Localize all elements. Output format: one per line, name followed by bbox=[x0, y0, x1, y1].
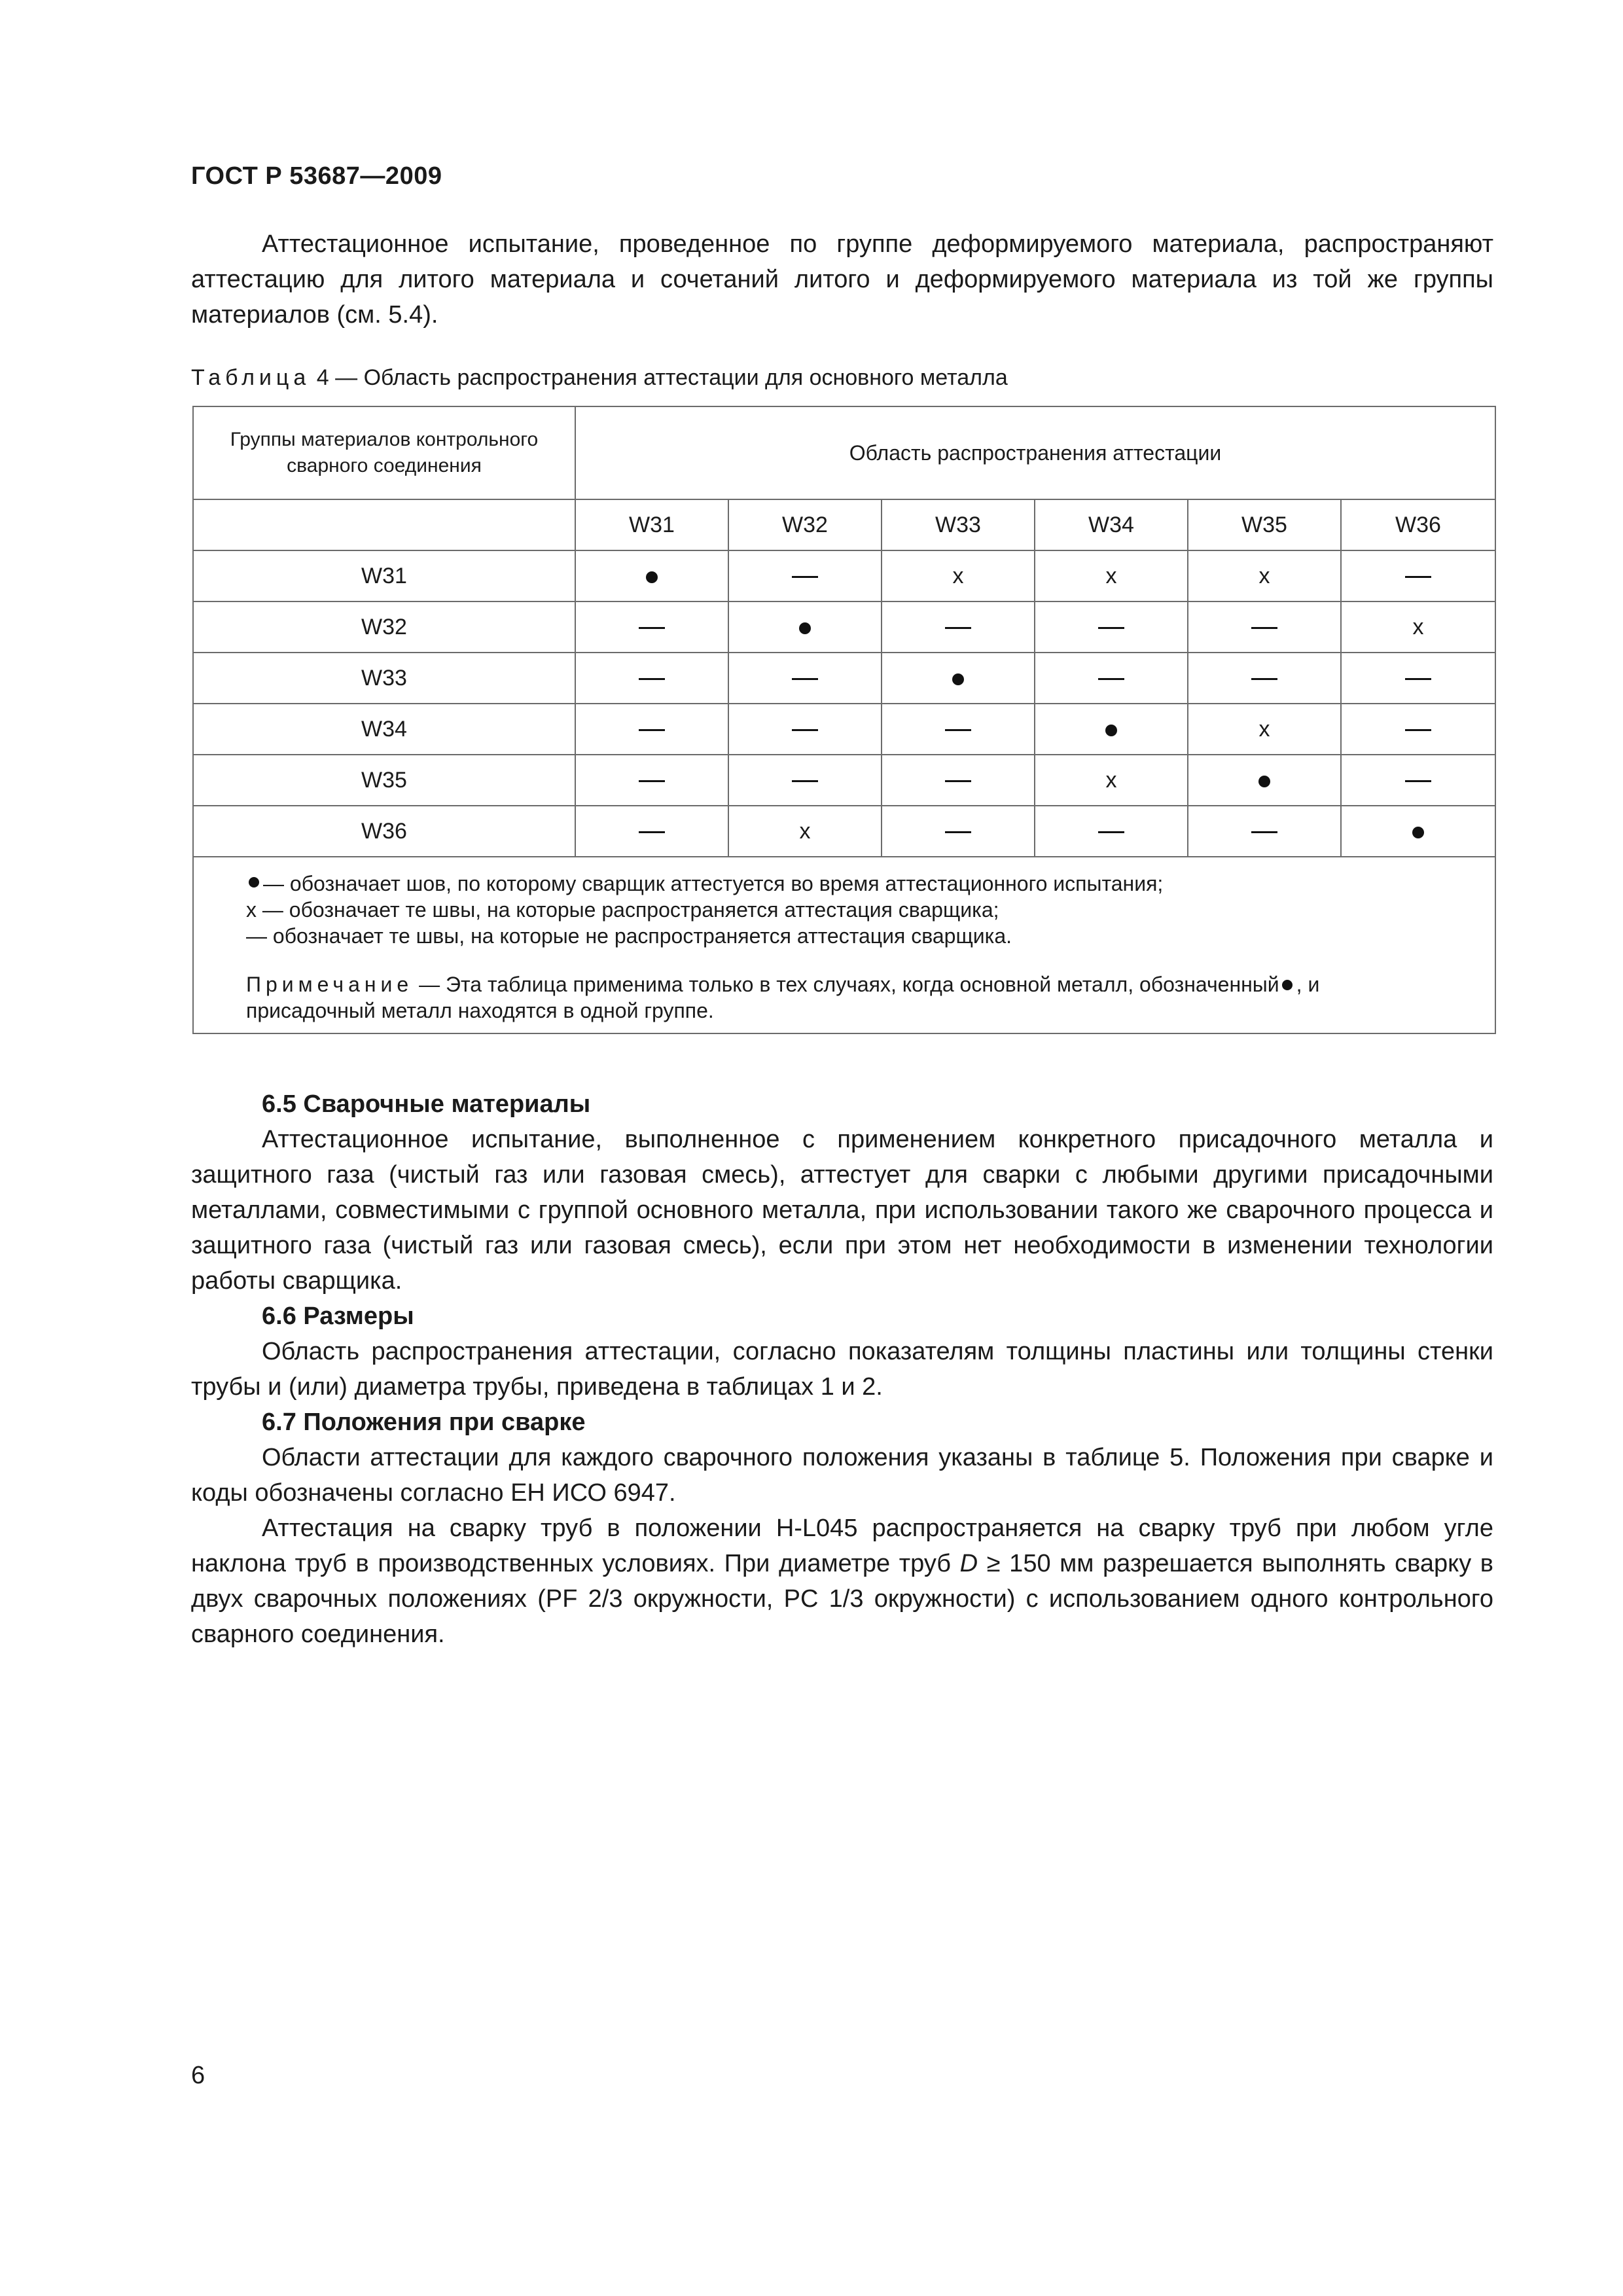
table-cell bbox=[1035, 704, 1188, 755]
dot-marker-icon bbox=[1412, 827, 1424, 838]
table-cell bbox=[575, 755, 728, 806]
dash-marker-icon bbox=[639, 831, 665, 833]
table-cell bbox=[575, 550, 728, 601]
dash-marker-icon bbox=[945, 627, 971, 629]
table-cell bbox=[1188, 601, 1341, 653]
section-6-7-text-2-end: ≥ 150 мм разрешается выполнять сварку в двух сварочных положениях (PF 2/3 окружности, PC 1/3 окружности) с использованием одного контрольного сварного соединения. bbox=[191, 1550, 1493, 1648]
section-6-5 bbox=[191, 1086, 1493, 1299]
table-cell bbox=[882, 653, 1035, 704]
table-row bbox=[193, 755, 1495, 806]
section-6-7-text-2 bbox=[191, 1511, 1493, 1652]
dash-marker-icon bbox=[1098, 627, 1124, 629]
table-caption-text: 4 — Область распространения аттестации для основного металла bbox=[316, 365, 1008, 390]
dot-marker-icon bbox=[799, 622, 811, 634]
document-code: ГОСТ Р 53687—2009 bbox=[191, 162, 442, 190]
dash-marker-icon bbox=[945, 831, 971, 833]
row-label: W34 bbox=[193, 704, 575, 755]
dash-marker-icon bbox=[792, 780, 818, 782]
dash-marker-icon bbox=[639, 780, 665, 782]
table-caption-label: Таблица bbox=[191, 365, 311, 390]
table-cell bbox=[882, 601, 1035, 653]
table-cell: x bbox=[1035, 755, 1188, 806]
dash-marker-icon bbox=[792, 576, 818, 578]
table-cell: x bbox=[882, 550, 1035, 601]
table-cell bbox=[1188, 653, 1341, 704]
remark-text-after: , и присадочный металл находятся в одной группе. bbox=[246, 973, 1320, 1022]
table-cell bbox=[882, 755, 1035, 806]
legend-dash-text: — обозначает те швы, на которые не распространяется аттестация сварщика. bbox=[246, 924, 1012, 948]
dot-marker-icon bbox=[1105, 725, 1117, 736]
dot-marker-icon bbox=[249, 877, 259, 888]
row-label: W31 bbox=[193, 550, 575, 601]
table-cell: x bbox=[1188, 550, 1341, 601]
dash-marker-icon bbox=[1098, 678, 1124, 680]
column-header-row bbox=[193, 499, 1495, 550]
column-header: W33 bbox=[882, 499, 1035, 550]
dash-marker-icon bbox=[1098, 831, 1124, 833]
dash-marker-icon bbox=[1251, 627, 1277, 629]
row-label: W32 bbox=[193, 601, 575, 653]
section-6-7 bbox=[191, 1405, 1493, 1652]
table-legend bbox=[193, 857, 1495, 1033]
dash-marker-icon bbox=[1405, 780, 1431, 782]
column-header: W32 bbox=[728, 499, 882, 550]
table-row bbox=[193, 806, 1495, 857]
table-cell bbox=[1341, 806, 1495, 857]
remark-text-before: — Эта таблица применима только в тех случаях, когда основной металл, обозначенный bbox=[413, 973, 1279, 996]
table-cell bbox=[1035, 653, 1188, 704]
dash-marker-icon bbox=[1405, 678, 1431, 680]
table-cell bbox=[1341, 550, 1495, 601]
dash-marker-icon bbox=[792, 729, 818, 731]
row-label: W36 bbox=[193, 806, 575, 857]
table-caption bbox=[191, 365, 1008, 391]
table-cell: x bbox=[728, 806, 882, 857]
table-cell: x bbox=[1341, 601, 1495, 653]
table-row bbox=[193, 704, 1495, 755]
column-header: W35 bbox=[1188, 499, 1341, 550]
table-row bbox=[193, 653, 1495, 704]
dot-marker-icon bbox=[1282, 980, 1293, 990]
dash-marker-icon bbox=[1251, 678, 1277, 680]
table-cell: x bbox=[1188, 704, 1341, 755]
header-qualification-range: Область распространения аттестации bbox=[575, 406, 1495, 499]
column-header: W31 bbox=[575, 499, 728, 550]
section-6-7-text-2-start: Аттестация на сварку труб в положении H-L045 распространяется на сварку труб при любом угле наклона труб в производственных условиях. При диаметре труб bbox=[191, 1515, 1493, 1577]
dash-marker-icon bbox=[945, 780, 971, 782]
table-cell bbox=[1341, 653, 1495, 704]
table-cell: x bbox=[1035, 550, 1188, 601]
table-cell bbox=[882, 704, 1035, 755]
table-cell bbox=[1341, 704, 1495, 755]
legend-dot bbox=[246, 870, 1442, 897]
section-6-5-title: 6.5 Сварочные материалы bbox=[262, 1090, 591, 1118]
section-6-7-title: 6.7 Положения при сварке bbox=[262, 1408, 586, 1436]
table-cell bbox=[1035, 601, 1188, 653]
legend-dot-text: — обозначает шов, по которому сварщик аттестуется во время аттестационного испытания; bbox=[263, 872, 1164, 895]
intro-paragraph bbox=[191, 226, 1493, 332]
header-material-groups: Группы материалов контрольного сварного соединения bbox=[193, 406, 575, 499]
table-cell bbox=[575, 806, 728, 857]
table-cell bbox=[882, 806, 1035, 857]
section-6-6-text: Область распространения аттестации, согласно показателям толщины пластины или толщины стенки трубы и (или) диаметра трубы, приведена в таблицах 1 и 2. bbox=[191, 1338, 1493, 1401]
dot-marker-icon bbox=[1258, 776, 1270, 787]
diameter-variable: D bbox=[959, 1550, 978, 1577]
dash-marker-icon bbox=[639, 678, 665, 680]
table-cell bbox=[1341, 755, 1495, 806]
row-label: W35 bbox=[193, 755, 575, 806]
dash-marker-icon bbox=[1405, 576, 1431, 578]
table-cell bbox=[728, 704, 882, 755]
table-cell bbox=[728, 550, 882, 601]
table-4 bbox=[192, 406, 1496, 1034]
section-6-6 bbox=[191, 1299, 1493, 1405]
dot-marker-icon bbox=[646, 571, 658, 583]
table-cell bbox=[575, 704, 728, 755]
column-header: W34 bbox=[1035, 499, 1188, 550]
table-cell bbox=[1035, 806, 1188, 857]
column-header: W36 bbox=[1341, 499, 1495, 550]
section-6-5-text: Аттестационное испытание, выполненное с применением конкретного присадочного металла и защитного газа (чистый газ или газовая смесь), аттестует для сварки с любыми другими присадочными металлами, совместимыми с группой основного металла, при использовании такого же сварочного процесса и защитного газа (чистый газ или газовая смесь), если при этом нет необходимости в изменении технологии работы сварщика. bbox=[191, 1126, 1493, 1295]
dash-marker-icon bbox=[945, 729, 971, 731]
remark-label: Примечание bbox=[246, 973, 414, 996]
table-cell bbox=[728, 755, 882, 806]
table-cell bbox=[728, 601, 882, 653]
dash-marker-icon bbox=[639, 627, 665, 629]
section-6-7-text-1: Области аттестации для каждого сварочного положения указаны в таблице 5. Положения при сварке и коды обозначены согласно ЕН ИСО 6947. bbox=[191, 1444, 1493, 1507]
table-cell bbox=[1188, 755, 1341, 806]
table-row bbox=[193, 550, 1495, 601]
table-remark bbox=[246, 971, 1442, 1024]
dash-marker-icon bbox=[1251, 831, 1277, 833]
row-label: W33 bbox=[193, 653, 575, 704]
table-cell bbox=[728, 653, 882, 704]
dash-marker-icon bbox=[639, 729, 665, 731]
table-cell bbox=[575, 653, 728, 704]
table-row bbox=[193, 601, 1495, 653]
dash-marker-icon bbox=[792, 678, 818, 680]
table-cell bbox=[575, 601, 728, 653]
section-6-6-title: 6.6 Размеры bbox=[262, 1302, 414, 1330]
legend-x-text: x — обозначает те швы, на которые распространяется аттестация сварщика; bbox=[246, 898, 999, 922]
column-header-empty bbox=[193, 499, 575, 550]
dash-marker-icon bbox=[1405, 729, 1431, 731]
table-cell bbox=[1188, 806, 1341, 857]
page-number: 6 bbox=[191, 2062, 205, 2089]
dot-marker-icon bbox=[952, 673, 964, 685]
intro-text: Аттестационное испытание, проведенное по группе деформируемого материала, распространяют аттестацию для литого материала и сочетаний литого и деформируемого материала из той же группы материалов (см. 5.4). bbox=[191, 230, 1493, 329]
